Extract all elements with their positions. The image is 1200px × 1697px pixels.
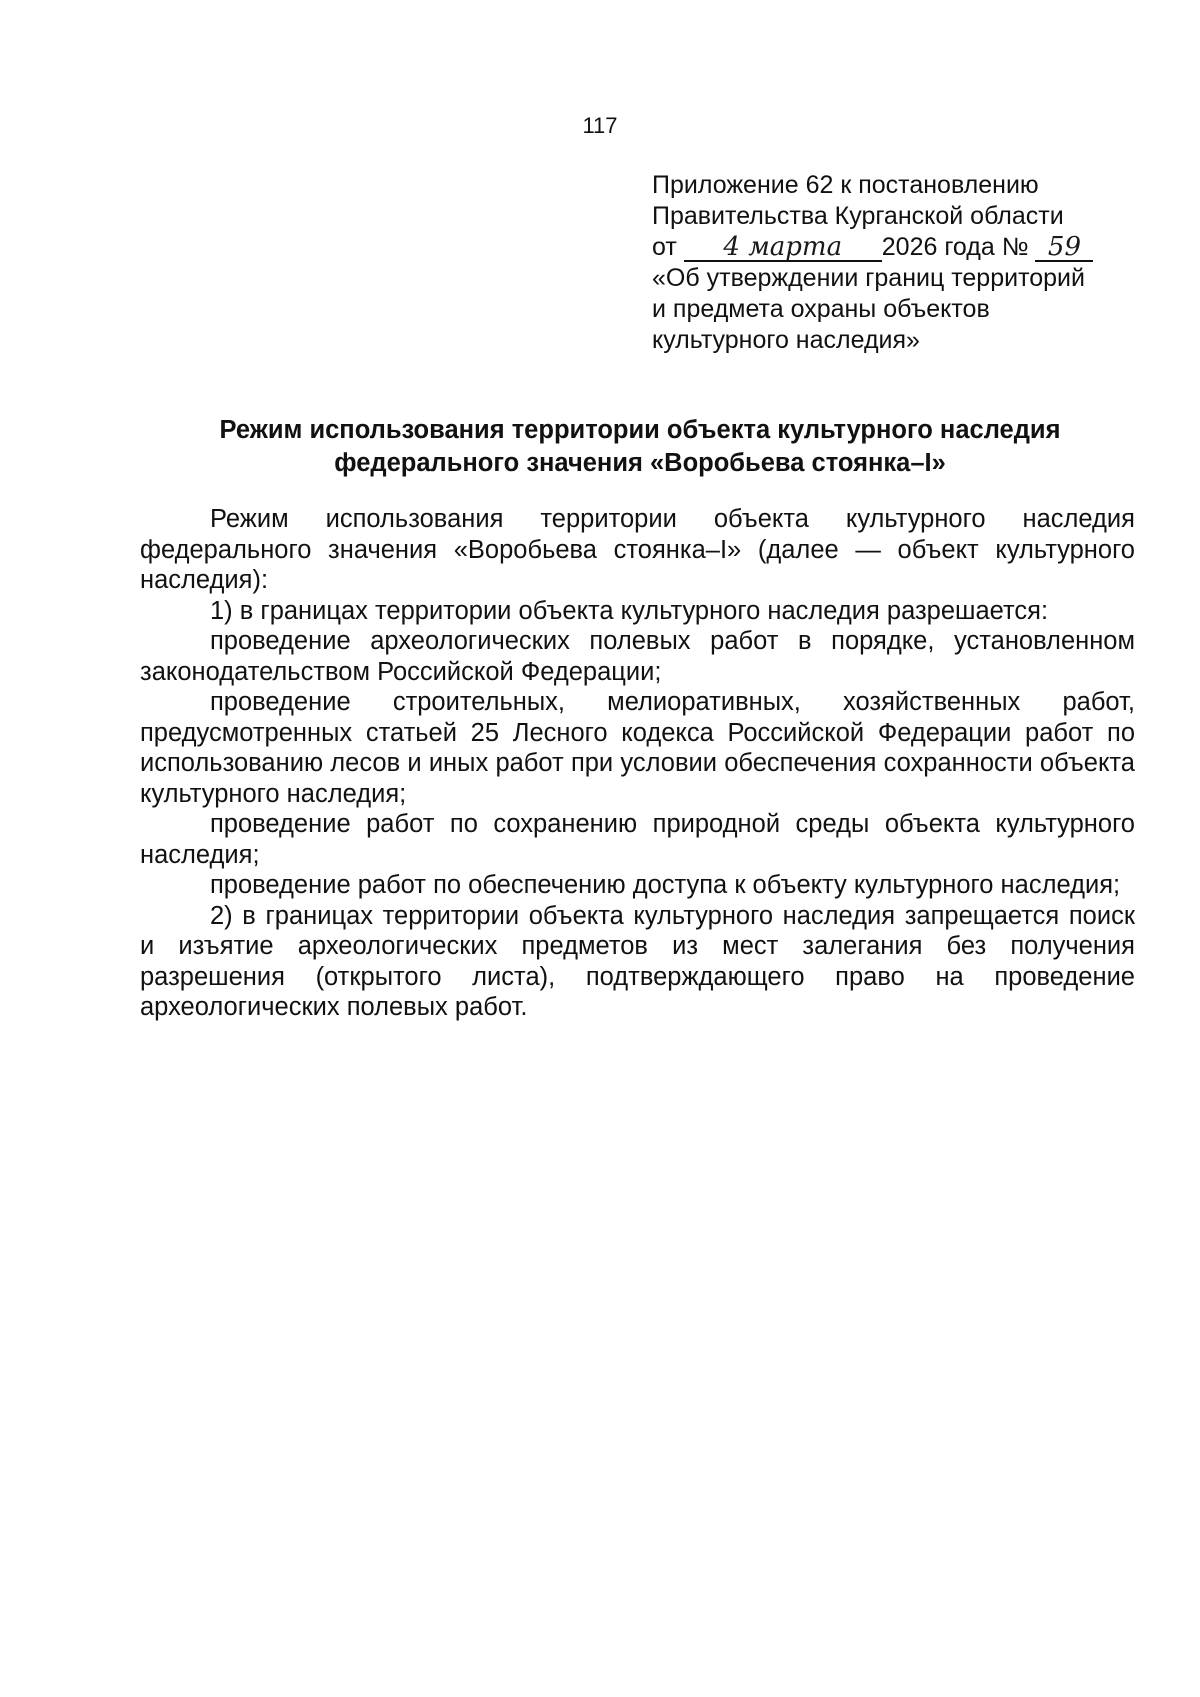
paragraph-allowed-archaeology: проведение археологических полевых работ в порядке, установленном законодательством Российской Федерации; <box>140 627 1135 686</box>
date-prefix: от <box>652 233 677 261</box>
approval-line-6: культурного наследия» <box>652 326 920 354</box>
paragraph-allowed-construction: проведение строительных, мелиоративных, хозяйственных работ, предусмотренных статьей 25 Лесного кодекса Российской Федерации работ по использованию лесов и иных работ при условии обеспечения сохранности объекта культурного наследия; <box>140 688 1135 808</box>
title-line-1: Режим использования территории объекта культурного наследия <box>219 416 1061 444</box>
document-title <box>140 414 1140 480</box>
paragraph-allowed-nature: проведение работ по сохранению природной среды объекта культурного наследия; <box>140 810 1135 869</box>
approval-line-4: «Об утверждении границ территорий <box>652 264 1085 292</box>
year-text: 2026 года № <box>881 233 1029 261</box>
approval-line-5: и предмета охраны объектов <box>652 295 990 323</box>
approval-block <box>652 170 1122 356</box>
approval-date-line <box>652 232 1122 263</box>
paragraph-prohibited: 2) в границах территории объекта культурного наследия запрещается поиск и изъятие археологических предметов из мест залегания без получения разрешения (открытого листа), подтверждающего право на проведение археологических полевых работ. <box>140 901 1135 1021</box>
paragraph-allowed-access: проведение работ по обеспечению доступа к объекту культурного наследия; <box>210 871 1121 899</box>
approval-line-2: Правительства Курганской области <box>652 202 1064 230</box>
title-line-2: федерального значения «Воробьева стоянка–I» <box>334 449 946 477</box>
handwritten-date: 4 марта <box>684 234 882 262</box>
document-body <box>140 504 1135 1023</box>
paragraph-intro: Режим использования территории объекта культурного наследия федерального значения «Воробьева стоянка–I» (далее — объект культурного наследия): <box>140 505 1135 594</box>
page-number: 117 <box>582 113 618 138</box>
paragraph-allowed-heading: 1) в границах территории объекта культурного наследия разрешается: <box>210 596 1049 625</box>
approval-line-1: Приложение 62 к постановлению <box>652 171 1039 199</box>
handwritten-number: 59 <box>1035 234 1093 262</box>
